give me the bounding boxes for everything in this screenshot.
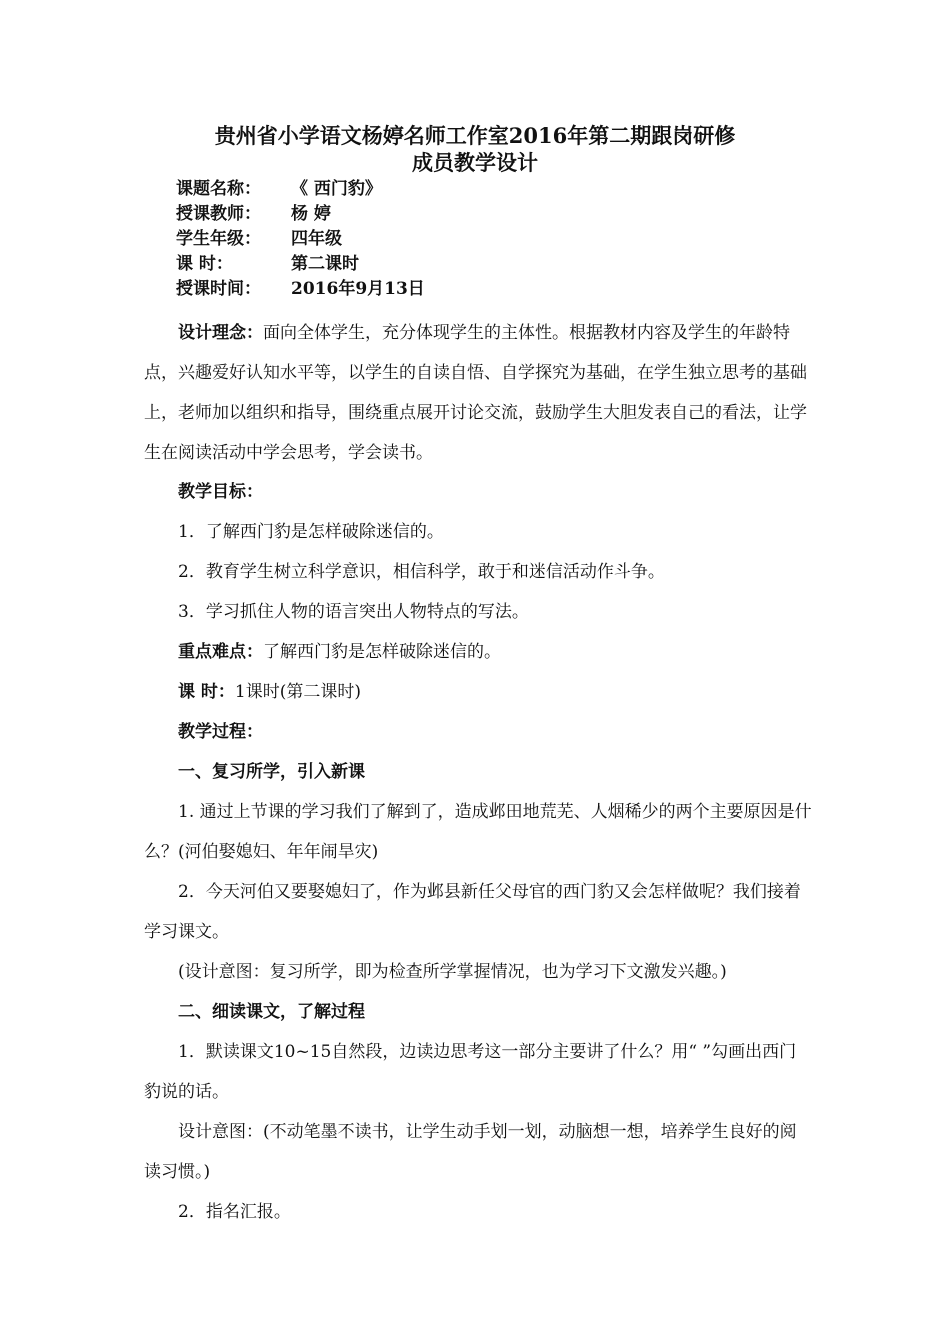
meta-row-period [176,252,776,277]
section1-heading: 一、复习所学，引入新课 [178,762,365,782]
section2-paragraph: 1．默读课文10~15自然段，边读边思考这一部分主要讲了什么？用“ ”勾画出西门豹说的话。 [144,1042,797,1102]
design-concept-paragraph [144,313,812,473]
meta-label: 课 时： [176,254,233,274]
process-heading: 教学过程： [178,722,263,742]
section2-heading: 二、细读课文，了解过程 [178,1002,365,1022]
goal-item: 3．学习抓住人物的语言突出人物特点的写法。 [178,602,529,622]
meta-value: 2016年9月13日 [291,279,425,299]
period-label: 课 时： [178,682,235,702]
meta-label: 授课时间： [176,279,261,299]
meta-label: 课题名称： [176,179,261,199]
section2-paragraph: 2．指名汇报。 [178,1202,291,1222]
doc-title-line2: 成员教学设计 [412,150,538,175]
key-points-text: 了解西门豹是怎样破除迷信的。 [263,642,501,662]
design-concept-label: 设计理念： [178,323,263,343]
design-concept-text: 面向全体学生，充分体现学生的主体性。根据教材内容及学生的年龄特点，兴趣爱好认知水平等，以学生的自读自悟、自学探究为基础，在学生独立思考的基础上，老师加以组织和指导，围绕重点展开讨论交流，鼓励学生大胆发表自己的看法，让学生在阅读活动中学会思考，学会读书。 [144,323,807,463]
meta-value: 第二课时 [291,254,359,274]
period-text: 1课时(第二课时) [234,682,362,702]
lesson-body [144,472,812,1232]
period-paragraph [144,672,812,712]
section1-paragraph: 1. 通过上节课的学习我们了解到了，造成邺田地荒芜、人烟稀少的两个主要原因是什么？(河伯娶媳妇、年年闹旱灾) [144,802,812,862]
section2-design-note: 设计意图：(不动笔墨不读书，让学生动手划一划，动脑想一想，培养学生良好的阅读习惯。) [144,1122,797,1182]
section1-paragraph: 2．今天河伯又要娶媳妇了，作为邺县新任父母官的西门豹又会怎样做呢？我们接着学习课文。 [144,882,801,942]
key-points-label: 重点难点： [178,642,263,662]
goal-item: 1．了解西门豹是怎样破除迷信的。 [178,522,444,542]
design-concept-block [144,313,812,473]
section1-design-note: (设计意图：复习所学，即为检查所学掌握情况，也为学习下文激发兴趣。) [178,962,727,982]
meta-value: 杨 婷 [291,204,331,224]
goals-heading: 教学目标： [178,482,263,502]
doc-title-line1: 贵州省小学语文杨婷名师工作室2016年第二期跟岗研修 [214,123,736,148]
meta-label: 授课教师： [176,204,261,224]
meta-row-teacher [176,202,776,227]
lesson-meta [176,177,776,302]
meta-value: 《 西门豹》 [291,179,382,199]
meta-label: 学生年级： [176,229,261,249]
meta-row-date [176,277,776,302]
goal-item: 2．教育学生树立科学意识，相信科学，敢于和迷信活动作斗争。 [178,562,665,582]
meta-value: 四年级 [291,229,342,249]
meta-row-topic [176,177,776,202]
key-points-paragraph [144,632,812,672]
meta-row-grade [176,227,776,252]
